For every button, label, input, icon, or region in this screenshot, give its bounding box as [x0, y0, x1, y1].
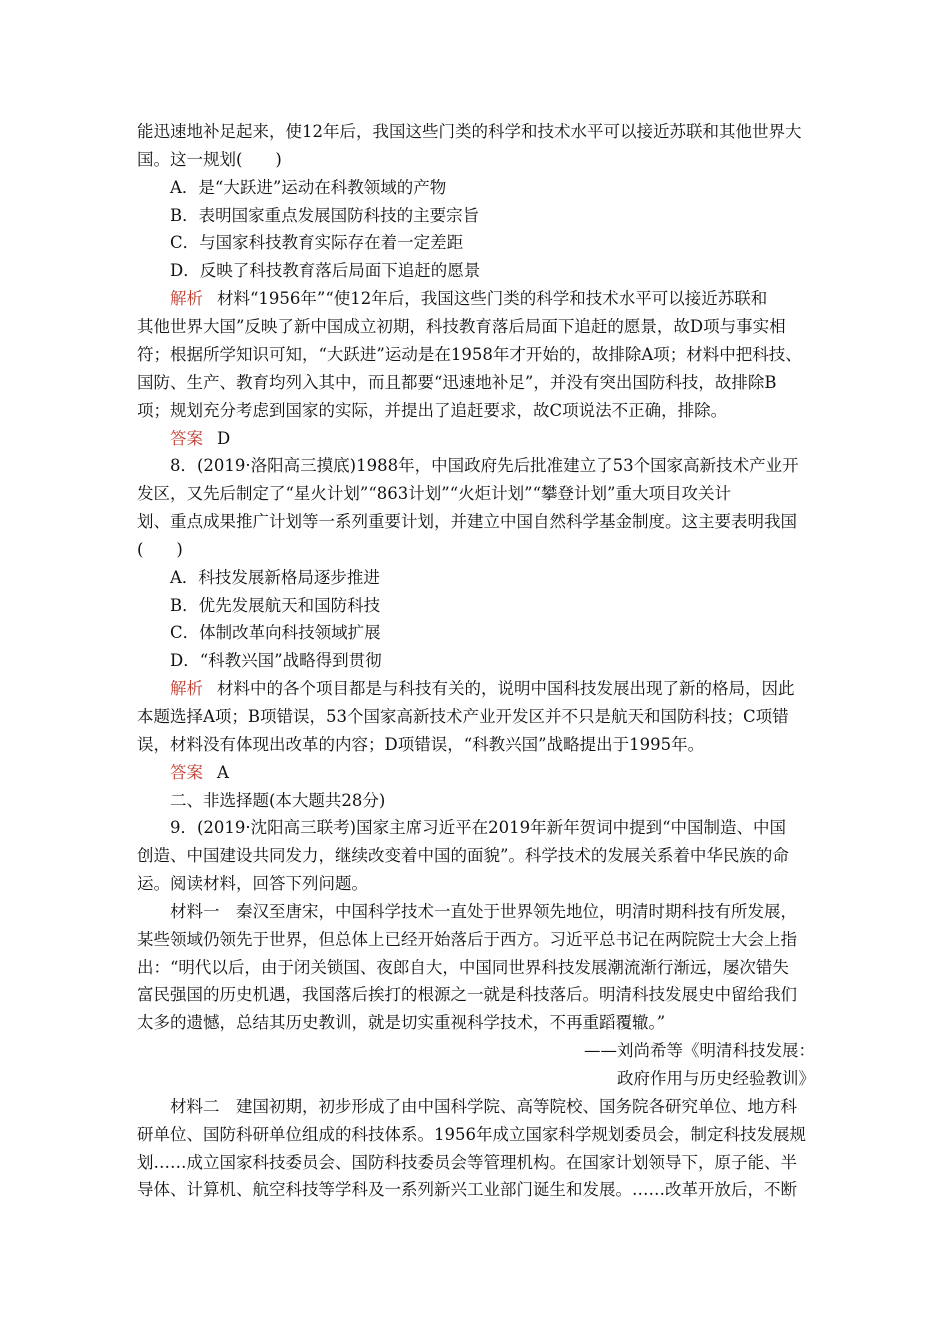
q8-option-d: D．“科教兴国”战略得到贯彻: [170, 651, 382, 670]
analysis-label: 解析: [170, 289, 203, 308]
q9-stem-line: 运。阅读材料，回答下列问题。: [137, 874, 368, 893]
q9-material2-line: 导体、计算机、航空科技等学科及一系列新兴工业部门诞生和发展。……改革开放后，不断: [137, 1180, 797, 1199]
q7-analysis-line: 项；规划充分考虑到国家的实际，并提出了追赶要求，故C项说法不正确，排除。: [137, 401, 728, 420]
q7-analysis-line: 符；根据所学知识可知，“大跃进”运动是在1958年才开始的，故排除A项；材料中把科技、: [137, 345, 802, 364]
q8-stem-line: 8．(2019·洛阳高三摸底)1988年，中国政府先后批准建立了53个国家高新技术产业开: [170, 456, 799, 475]
q7-answer: [170, 428, 230, 450]
q7-analysis-line: 其他世界大国”反映了新中国成立初期，科技教育落后局面下追赶的愿景，故D项与事实相: [137, 317, 786, 336]
q7-option-d: D．反映了科技教育落后局面下追赶的愿景: [170, 261, 481, 280]
q9-material1-line: 某些领域仍领先于世界，但总体上已经开始落后于西方。习近平总书记在两院院士大会上指: [137, 930, 797, 949]
q9-stem-line: 创造、中国建设共同发力，继续改变着中国的面貌”。科学技术的发展关系着中华民族的命: [137, 846, 789, 865]
q9-source-line: ——刘尚希等《明清科技发展：: [584, 1041, 815, 1060]
q7-analysis-text: 材料“1956年”“使12年后，我国这些门类的科学和技术水平可以接近苏联和: [217, 289, 768, 308]
q8-analysis-line: 误，材料没有体现出改革的内容；D项错误，“科教兴国”战略提出于1995年。: [137, 735, 705, 754]
section-heading: 二、非选择题(本大题共28分): [170, 791, 386, 810]
q9-stem-line: 9．(2019·沈阳高三联考)国家主席习近平在2019年新年贺词中提到“中国制造、中国: [170, 818, 787, 837]
q7-analysis-line: 国防、生产、教育均列入其中，而且都要“迅速地补足”，并没有突出国防科技，故排除B: [137, 373, 777, 392]
q9-source-line: 政府作用与历史经验教训》: [617, 1069, 815, 1088]
q8-stem-line: ( ): [137, 540, 183, 559]
q8-option-a: A．科技发展新格局逐步推进: [170, 568, 380, 587]
q7-option-c: C．与国家科技教育实际存在着一定差距: [170, 233, 464, 252]
q7-option-b: B．表明国家重点发展国防科技的主要宗旨: [170, 206, 480, 225]
q9-material1-line: 材料一 秦汉至唐宋，中国科学技术一直处于世界领先地位，明清时期科技有所发展，: [170, 902, 797, 921]
q9-material2-line: 材料二 建国初期，初步形成了由中国科学院、高等院校、国务院各研究单位、地方科: [170, 1097, 797, 1116]
q9-material2-line: 划……成立国家科技委员会、国防科技委员会等管理机构。在国家计划领导下，原子能、半: [137, 1153, 797, 1172]
answer-label: 答案: [170, 429, 203, 448]
q8-stem-line: 划、重点成果推广计划等一系列重要计划，并建立中国自然科学基金制度。这主要表明我国: [137, 512, 797, 531]
q9-material2-line: 研单位、国防科研单位组成的科技体系。1956年成立国家科学规划委员会，制定科技发展规: [137, 1125, 806, 1144]
q9-material1-line: 出：“明代以后，由于闭关锁国、夜郎自大，中国同世界科技发展潮流渐行渐远，屡次错失: [137, 958, 789, 977]
q8-option-c: C．体制改革向科技领域扩展: [170, 623, 381, 642]
q8-analysis-line: 本题选择A项；B项错误，53个国家高新技术产业开发区并不只是航天和国防科技；C项错: [137, 707, 789, 726]
q7-answer-value: D: [217, 429, 231, 448]
q7-analysis-first-line: [170, 288, 767, 310]
q9-material1-line: 太多的遗憾，总结其历史教训，就是切实重视科学技术，不再重蹈覆辙。”: [137, 1013, 666, 1032]
q7-stem-line: 能迅速地补足起来，使12年后，我国这些门类的科学和技术水平可以接近苏联和其他世界大: [137, 122, 802, 141]
analysis-label: 解析: [170, 679, 203, 698]
q8-analysis-text: 材料中的各个项目都是与科技有关的，说明中国科技发展出现了新的格局，因此: [217, 679, 795, 698]
q9-material1-line: 富民强国的历史机遇，我国落后挨打的根源之一就是科技落后。明清科技发展史中留给我们: [137, 985, 797, 1004]
q7-option-a: A．是“大跃进”运动在科教领域的产物: [170, 178, 447, 197]
q8-stem-line: 发区，又先后制定了“星火计划”“863计划”“火炬计划”“攀登计划”重大项目攻关计: [137, 484, 731, 503]
q8-analysis-first-line: [170, 678, 795, 700]
q7-stem-line: 国。这一规划( ): [137, 150, 282, 169]
answer-label: 答案: [170, 763, 203, 782]
q8-answer: [170, 762, 229, 784]
q8-answer-value: A: [217, 763, 229, 782]
q8-option-b: B．优先发展航天和国防科技: [170, 596, 381, 615]
